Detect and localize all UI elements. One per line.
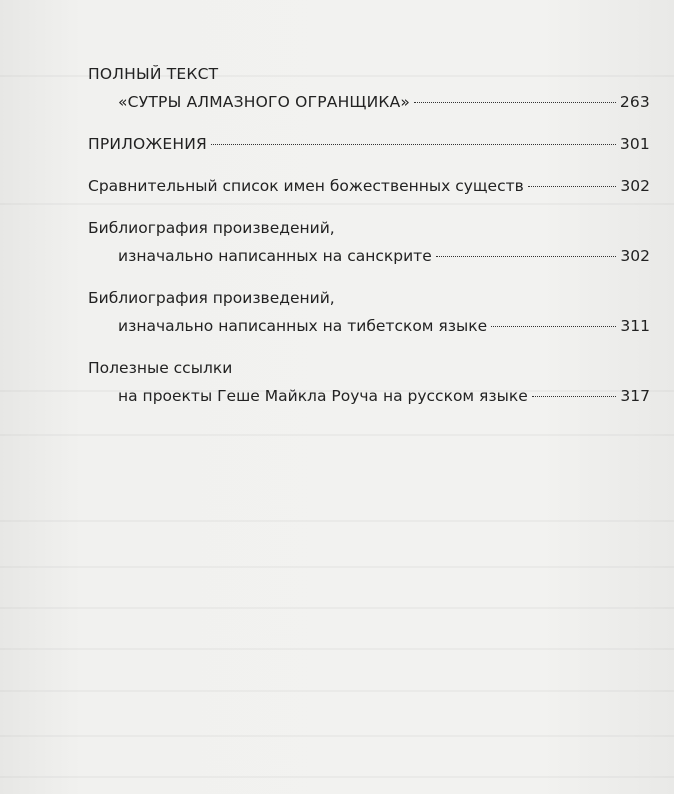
show-through bbox=[0, 776, 674, 778]
toc-entry-subline bbox=[88, 242, 650, 270]
toc-entry-line bbox=[88, 130, 650, 158]
toc-entry-title: Полезные ссылки bbox=[88, 359, 233, 377]
toc-page-number: 302 bbox=[620, 177, 650, 195]
toc-entry-heading bbox=[88, 214, 650, 242]
toc-page-number: 301 bbox=[619, 135, 650, 153]
toc-entry-sanskrit-bibliography[interactable] bbox=[88, 214, 650, 270]
toc-entry-title: ПРИЛОЖЕНИЯ bbox=[88, 135, 207, 153]
dot-leader bbox=[491, 326, 616, 327]
toc-page-number: 302 bbox=[620, 247, 650, 265]
dot-leader bbox=[414, 102, 616, 103]
dot-leader bbox=[528, 186, 617, 187]
toc-entry-subline bbox=[88, 88, 650, 116]
dot-leader bbox=[436, 256, 617, 257]
show-through bbox=[0, 690, 674, 692]
toc-page-number: 311 bbox=[620, 317, 650, 335]
toc-entry-title: Библиография произведений, bbox=[88, 219, 335, 237]
toc-entry-heading bbox=[88, 354, 650, 382]
dot-leader bbox=[211, 144, 616, 145]
toc-page-number: 263 bbox=[619, 93, 650, 111]
toc-entry-heading bbox=[88, 60, 650, 88]
dot-leader bbox=[532, 396, 617, 397]
show-through bbox=[0, 434, 674, 436]
toc-entry-title: Сравнительный список имен божественных существ bbox=[88, 177, 524, 195]
toc-entry-subline bbox=[88, 312, 650, 340]
toc-entry-useful-links[interactable] bbox=[88, 354, 650, 410]
toc-entry-line bbox=[88, 172, 650, 200]
table-of-contents bbox=[88, 60, 650, 410]
show-through bbox=[0, 520, 674, 522]
toc-entry-title-cont: на проекты Геше Майкла Роуча на русском языке bbox=[118, 387, 528, 405]
show-through bbox=[0, 648, 674, 650]
toc-entry-title-cont: «СУТРЫ АЛМАЗНОГО ОГРАНЩИКА» bbox=[118, 93, 411, 111]
toc-entry-subline bbox=[88, 382, 650, 410]
toc-entry-title-cont: изначально написанных на тибетском языке bbox=[118, 317, 488, 335]
toc-entry-tibetan-bibliography[interactable] bbox=[88, 284, 650, 340]
show-through bbox=[0, 735, 674, 737]
toc-entry-appendices[interactable] bbox=[88, 130, 650, 158]
toc-entry-deity-names[interactable] bbox=[88, 172, 650, 200]
show-through bbox=[0, 607, 674, 609]
toc-entry-title-cont: изначально написанных на санскрите bbox=[118, 247, 432, 265]
toc-entry-title: Библиография произведений, bbox=[88, 289, 335, 307]
toc-entry-heading bbox=[88, 284, 650, 312]
toc-entry-full-text[interactable] bbox=[88, 60, 650, 116]
show-through bbox=[0, 566, 674, 568]
toc-entry-title: ПОЛНЫЙ ТЕКСТ bbox=[88, 65, 219, 83]
toc-page-number: 317 bbox=[620, 387, 650, 405]
